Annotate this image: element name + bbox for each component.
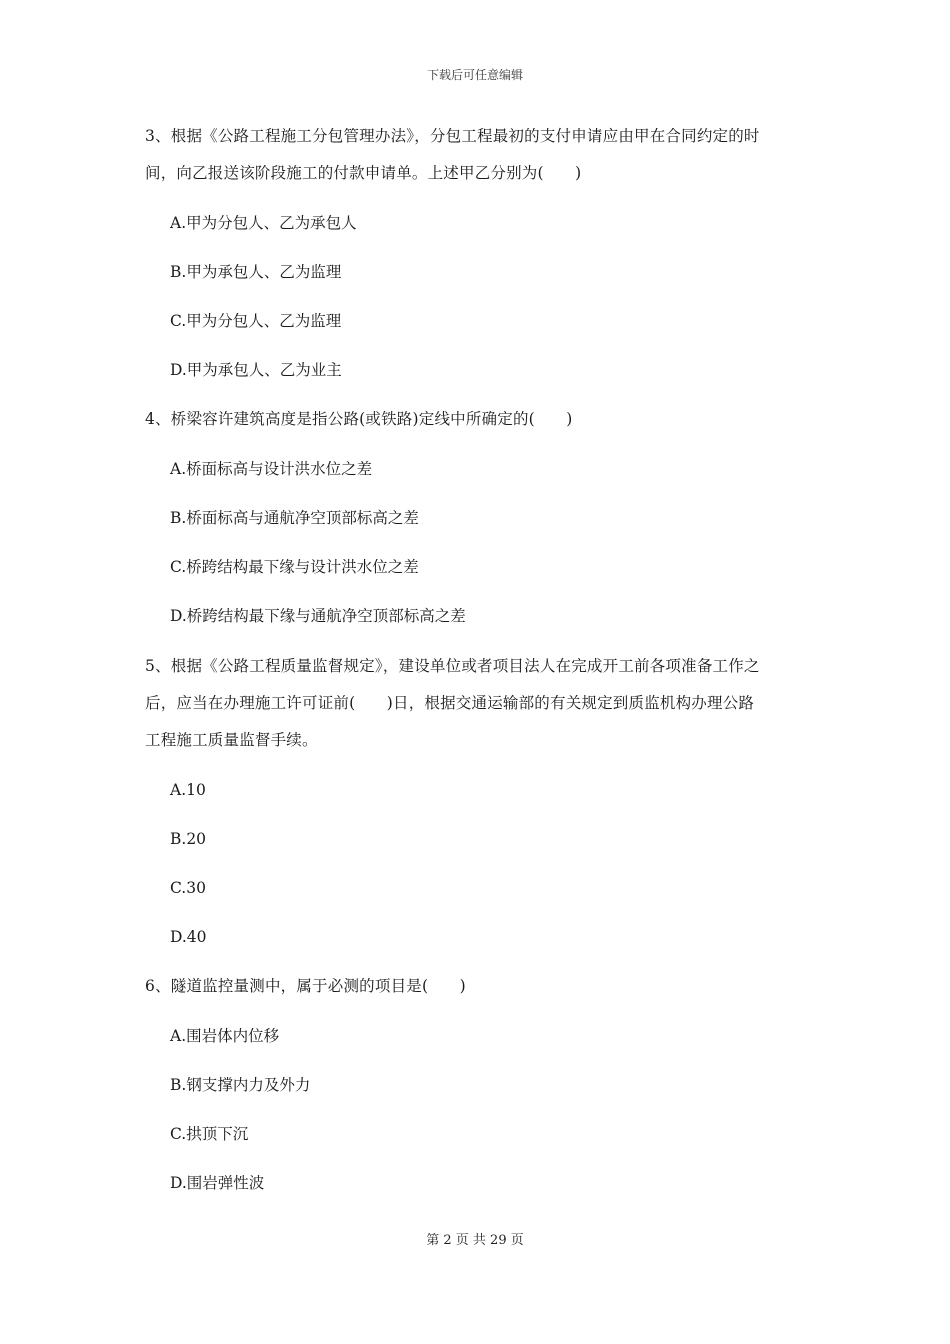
question-6-option-a: A.围岩体内位移: [170, 1027, 280, 1045]
question-3-option-b: B.甲为承包人、乙为监理: [170, 263, 342, 281]
question-3-line-2: 间，向乙报送该阶段施工的付款申请单。上述甲乙分别为( ): [145, 164, 582, 182]
question-4-option-b: B.桥面标高与通航净空顶部标高之差: [170, 509, 419, 527]
question-4-option-c: C.桥跨结构最下缘与设计洪水位之差: [170, 558, 419, 576]
question-6-option-d: D.围岩弹性波: [170, 1174, 265, 1192]
question-5-line-1: 5、根据《公路工程质量监督规定》，建设单位或者项目法人在完成开工前各项准备工作之: [145, 657, 760, 675]
page-header: 下载后可任意编辑: [426, 68, 523, 82]
question-4-line-1: 4、桥梁容许建筑高度是指公路(或铁路)定线中所确定的( ): [145, 410, 573, 428]
question-6-option-c: C.拱顶下沉: [170, 1125, 249, 1143]
question-5-line-3: 工程施工质量监督手续。: [145, 731, 318, 749]
question-3-option-c: C.甲为分包人、乙为监理: [170, 312, 342, 330]
question-6-option-b: B.钢支撑内力及外力: [170, 1076, 311, 1094]
question-5-option-b: B.20: [170, 830, 207, 848]
question-6-stem: [145, 968, 815, 1005]
question-5-stem: [145, 648, 815, 759]
question-4-stem: [145, 401, 815, 438]
question-3-option-a: A.甲为分包人、乙为承包人: [170, 214, 357, 232]
question-3-option-d: D.甲为承包人、乙为业主: [170, 361, 342, 379]
question-5-option-a: A.10: [170, 781, 206, 799]
page-footer: 第 2 页 共 29 页: [426, 1233, 524, 1248]
question-5-option-d: D.40: [170, 928, 207, 946]
question-4-option-d: D.桥跨结构最下缘与通航净空顶部标高之差: [170, 607, 466, 625]
question-3-stem: [145, 118, 815, 192]
question-5-line-2: 后，应当在办理施工许可证前( )日，根据交通运输部的有关规定到质监机构办理公路: [145, 694, 755, 712]
question-5-option-c: C.30: [170, 879, 206, 897]
question-6-line-1: 6、隧道监控量测中，属于必测的项目是( ): [145, 977, 466, 995]
question-3-line-1: 3、根据《公路工程施工分包管理办法》，分包工程最初的支付申请应由甲在合同约定的时: [145, 127, 760, 145]
question-4-option-a: A.桥面标高与设计洪水位之差: [170, 460, 373, 478]
